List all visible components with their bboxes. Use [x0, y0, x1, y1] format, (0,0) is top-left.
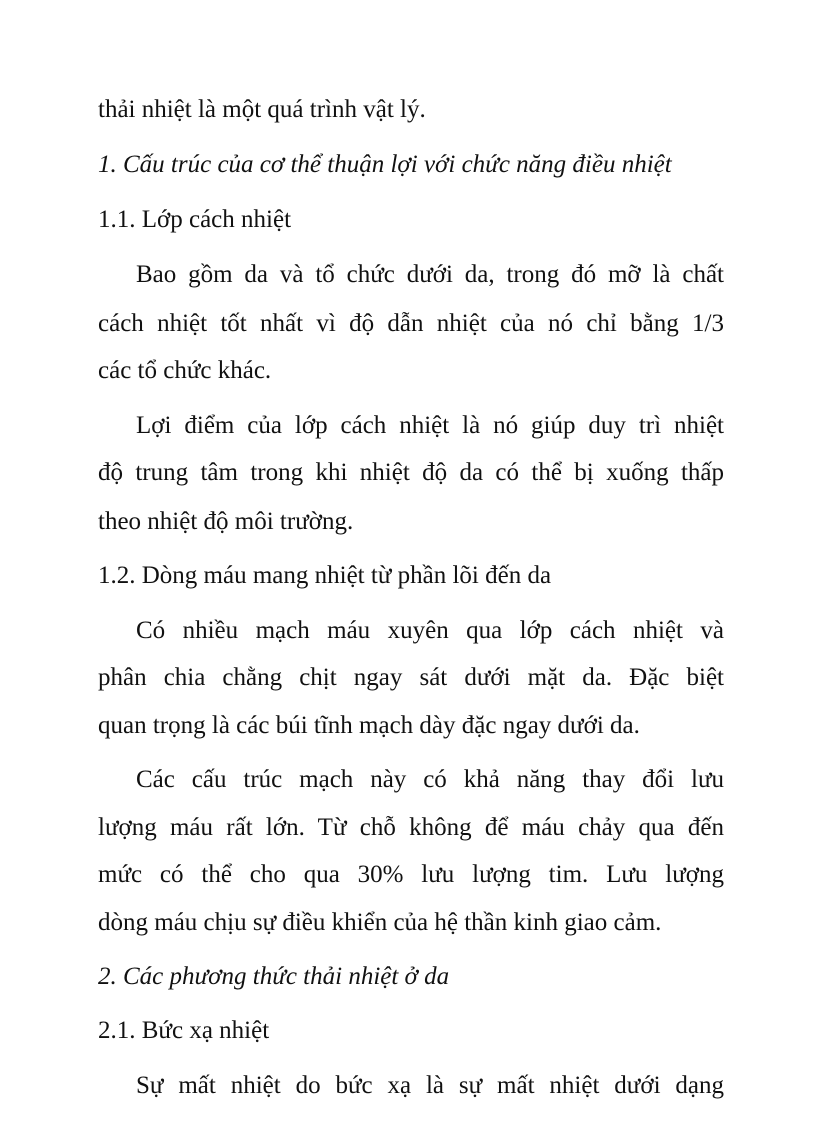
paragraph-line: độ trung tâm trong khi nhiệt độ da có thể bị xuống thấp — [98, 459, 724, 486]
section-heading: 1. Cấu trúc của cơ thể thuận lợi với chức năng điều nhiệt — [98, 151, 672, 178]
paragraph-line: dòng máu chịu sự điều khiển của hệ thần kinh giao cảm. — [98, 909, 662, 936]
paragraph-line: lượng máu rất lớn. Từ chỗ không để máu chảy qua đến — [98, 814, 724, 841]
paragraph-line: Lợi điểm của lớp cách nhiệt là nó giúp duy trì nhiệt — [136, 412, 724, 439]
paragraph-line: Có nhiều mạch máu xuyên qua lớp cách nhiệt và — [136, 617, 724, 644]
text-line: thải nhiệt là một quá trình vật lý. — [98, 96, 426, 123]
paragraph-line: theo nhiệt độ môi trường. — [98, 508, 354, 535]
paragraph-line: quan trọng là các búi tĩnh mạch dày đặc ngay dưới da. — [98, 712, 640, 739]
paragraph-line: Các cấu trúc mạch này có khả năng thay đổi lưu — [136, 766, 724, 793]
subsection-heading: 1.1. Lớp cách nhiệt — [98, 206, 292, 233]
subsection-heading: 1.2. Dòng máu mang nhiệt từ phần lõi đến da — [98, 562, 552, 589]
paragraph-line: các tổ chức khác. — [98, 357, 272, 384]
paragraph-line: Bao gồm da và tổ chức dưới da, trong đó mỡ là chất — [136, 261, 724, 288]
paragraph-line: Sự mất nhiệt do bức xạ là sự mất nhiệt dưới dạng — [136, 1072, 724, 1099]
section-heading: 2. Các phương thức thải nhiệt ở da — [98, 963, 450, 990]
paragraph-line: phân chia chằng chịt ngay sát dưới mặt da. Đặc biệt — [98, 664, 724, 691]
paragraph-line: cách nhiệt tốt nhất vì độ dẫn nhiệt của nó chỉ bằng 1/3 — [98, 310, 724, 337]
subsection-heading: 2.1. Bức xạ nhiệt — [98, 1017, 270, 1044]
paragraph-line: mức có thể cho qua 30% lưu lượng tim. Lưu lượng — [98, 861, 724, 888]
